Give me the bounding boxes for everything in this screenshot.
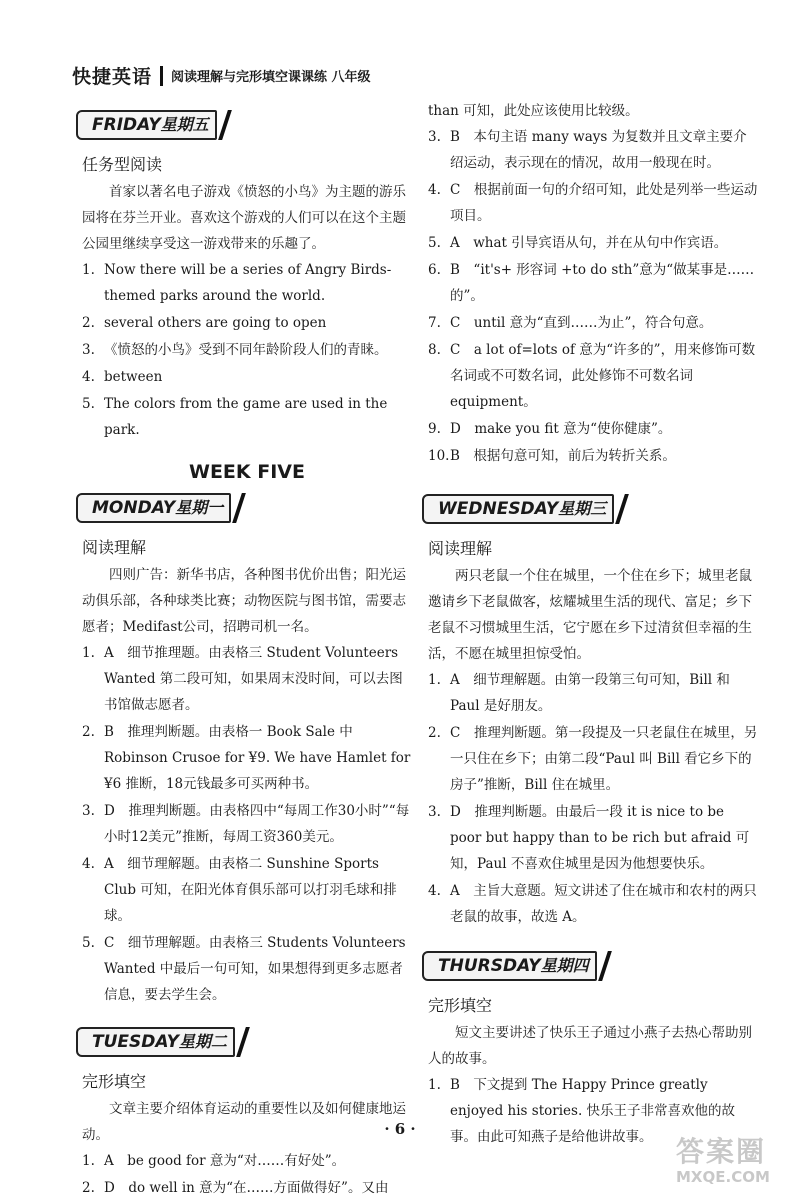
day-en: MONDAY <box>92 498 176 518</box>
answer-item: 1. A 细节推理题。由表格三 Student Volunteers Wanted 第二段可知，如果周末没时间，可以去图书馆做志愿者。 <box>82 645 403 713</box>
answer-item: 8. C a lot of=lots of 意为“许多的”，用来修饰可数名词或不可数名词，此处修饰不可数名词 equipment。 <box>428 342 756 410</box>
day-banner-monday <box>76 491 241 523</box>
answer-item: 1. Now there will be a series of Angry Birds-themed parks around the world. <box>82 262 392 304</box>
section-heading: 阅读理解 <box>428 539 493 558</box>
answer-item: 3. D 推理判断题。由表格四中“每周工作30小时”“每小时12美元”推断，每周工资360美元。 <box>82 803 410 845</box>
section-intro: 首家以著名电子游戏《愤怒的小鸟》为主题的游乐园将在芬兰开业。喜欢这个游戏的人们可以在这个主题公园里继续享受这一游戏带来的乐趣了。 <box>82 184 406 252</box>
section-intro: 四则广告：新华书店，各种图书优价出售；阳光运动俱乐部，各种球类比赛；动物医院与图书馆，需要志愿者；Medifast公司，招聘司机一名。 <box>82 567 406 635</box>
answer-item: 4. A 主旨大意题。短文讲述了住在城市和农村的两只老鼠的故事，故选 A。 <box>428 883 757 925</box>
answer-item: 2. B 推理判断题。由表格一 Book Sale 中 Robinson Crusoe for ¥9. We have Hamlet for ¥6 推断，18元钱最多可买两种书。 <box>82 724 411 792</box>
watermark-url: MXQE.COM <box>676 1168 770 1186</box>
section-heading: 完形填空 <box>82 1072 147 1091</box>
section-intro: 文章主要介绍体育运动的重要性以及如何健康地运动。 <box>82 1101 406 1143</box>
answer-item: 5. C 细节理解题。由表格三 Students Volunteers Wanted 中最后一句可知，如果想得到更多志愿者信息，要去学生会。 <box>82 935 406 1003</box>
answer-item: 1. A be good for 意为“对……有好处”。 <box>82 1153 346 1169</box>
page-number: · 6 · <box>384 1120 416 1138</box>
section-heading: 任务型阅读 <box>82 155 163 174</box>
day-cn: 星期三 <box>558 499 607 518</box>
left-column <box>82 100 412 1202</box>
page-header <box>72 62 371 89</box>
answer-item: 7. C until 意为“直到……为止”，符合句意。 <box>428 315 713 331</box>
answer-item: 5. The colors from the game are used in the park. <box>82 396 388 438</box>
section-heading: 完形填空 <box>428 996 493 1015</box>
day-banner-wednesday <box>422 492 624 524</box>
book-subtitle: 阅读理解与完形填空课课练 八年级 <box>171 70 371 85</box>
brand-title: 快捷英语 <box>72 66 153 88</box>
header-divider <box>160 66 163 86</box>
section-heading: 阅读理解 <box>82 538 147 557</box>
answer-item: 6. B “it's+ 形容词 +to do sth”意为“做某事是……的”。 <box>428 262 755 304</box>
answer-item: 3. 《愤怒的小鸟》受到不同年龄阶段人们的青睐。 <box>82 342 388 358</box>
section-intro: 短文主要讲述了快乐王子通过小燕子去热心帮助别人的故事。 <box>428 1025 752 1067</box>
answer-item: 5. A what 引导宾语从句，并在从句中作宾语。 <box>428 235 728 251</box>
answer-item: 4. C 根据前面一句的介绍可知，此处是列举一些运动项目。 <box>428 182 758 224</box>
continued-text: than 可知，此处应该使用比较级。 <box>428 103 639 119</box>
right-column <box>428 98 758 1151</box>
answer-item: 3. D 推理判断题。由最后一段 it is nice to be poor but happy than to be rich but afraid 可知，Paul 不喜欢住城里是因为他想要快乐。 <box>428 804 750 872</box>
section-intro: 两只老鼠一个住在城里，一个住在乡下；城里老鼠邀请乡下老鼠做客，炫耀城里生活的现代、富足；乡下老鼠不习惯城里生活，它宁愿在乡下过清贫但幸福的生活，不愿在城里担惊受怕。 <box>428 568 752 662</box>
day-banner-thursday <box>422 949 607 981</box>
watermark-logo: 答案圈 <box>676 1135 767 1168</box>
day-en: THURSDAY <box>438 956 541 976</box>
day-cn: 星期二 <box>178 1032 227 1051</box>
day-cn: 星期一 <box>175 498 224 517</box>
answer-item: 2. several others are going to open <box>82 315 327 331</box>
answer-item: 1. A 细节理解题。由第一段第三句可知，Bill 和 Paul 是好朋友。 <box>428 672 730 714</box>
day-banner-tuesday <box>76 1025 245 1057</box>
watermark <box>676 1130 786 1188</box>
answer-item: 4. between <box>82 369 163 385</box>
answer-item: 9. D make you fit 意为“使你健康”。 <box>428 421 672 437</box>
answer-item: 2. D do well in 意为“在……方面做得好”。又由 <box>82 1180 389 1196</box>
day-cn: 星期四 <box>540 956 589 975</box>
answer-item: 10. B 根据句意可知，前后为转折关系。 <box>428 448 676 464</box>
day-en: WEDNESDAY <box>438 499 559 519</box>
day-cn: 星期五 <box>160 115 209 134</box>
answer-item: 4. A 细节理解题。由表格二 Sunshine Sports Club 可知，在阳光体育俱乐部可以打羽毛球和排球。 <box>82 856 397 924</box>
answer-item: 2. C 推理判断题。第一段提及一只老鼠住在城里，另一只住在乡下；由第二段“Paul 叫 Bill 看它乡下的房子”推断，Bill 住在城里。 <box>428 725 758 793</box>
answer-item: 1. B 下文提到 The Happy Prince greatly enjoyed his stories. 快乐王子非常喜欢他的故事。由此可知燕子是给他讲故事。 <box>428 1077 736 1145</box>
day-en: TUESDAY <box>92 1032 179 1052</box>
day-banner-friday <box>76 108 227 140</box>
week-heading: WEEK FIVE <box>189 461 305 483</box>
answer-item: 3. B 本句主语 many ways 为复数并且文章主要介绍运动，表示现在的情况，故用一般现在时。 <box>428 129 747 171</box>
day-en: FRIDAY <box>92 115 161 135</box>
